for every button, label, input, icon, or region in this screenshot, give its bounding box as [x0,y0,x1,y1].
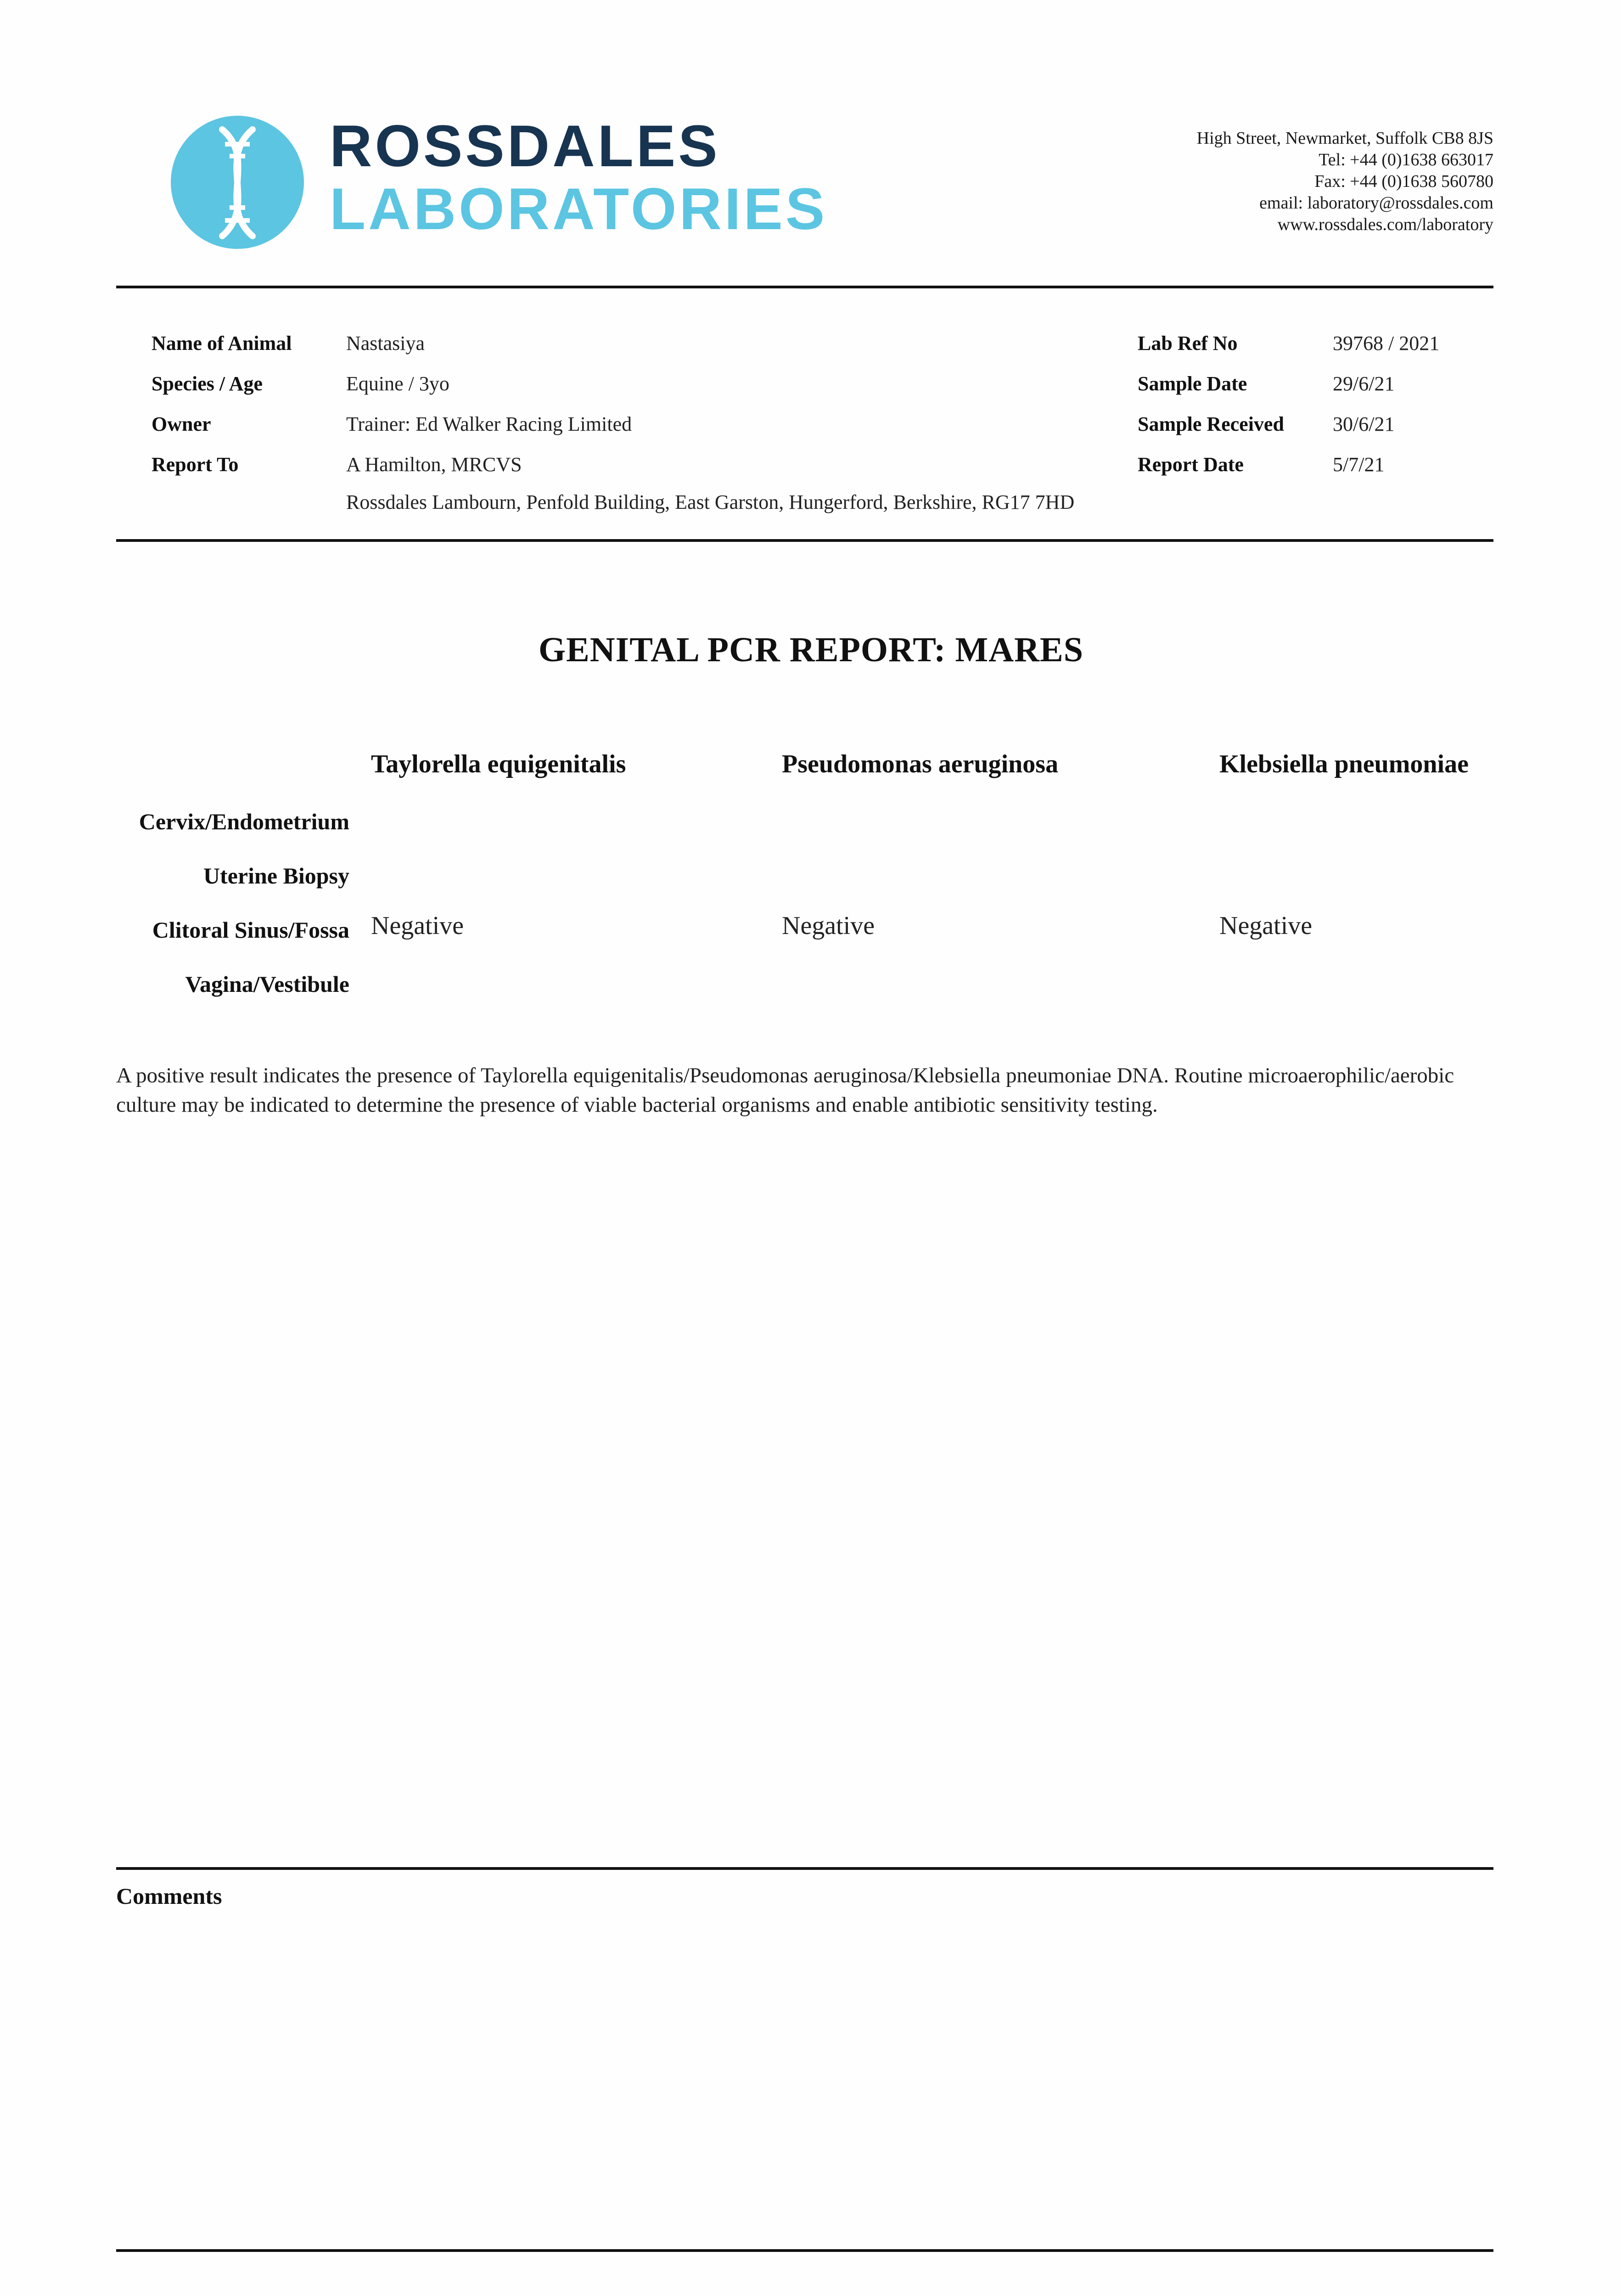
lab-fax: Fax: +44 (0)1638 560780 [1314,172,1493,191]
report-to-value: A Hamilton, MRCVS [346,453,522,476]
brand-name-line2: LABORATORIES [330,176,828,242]
result-clitoral-pseudomonas: Negative [782,912,875,940]
report-to-label: Report To [152,453,239,476]
owner-value: Trainer: Ed Walker Racing Limited [346,413,632,435]
report-date-value: 5/7/21 [1333,453,1385,476]
lab-ref-value: 39768 / 2021 [1333,332,1440,355]
sample-received-value: 30/6/21 [1333,413,1395,435]
lab-contact-block [1197,128,1493,236]
report-title: GENITAL PCR REPORT: MARES [538,630,1084,669]
species-age-value: Equine / 3yo [346,372,449,395]
info-divider [116,539,1493,542]
row-label-vagina-vestibule: Vagina/Vestibule [185,971,349,997]
report-date-label: Report Date [1138,453,1244,476]
lab-ref-label: Lab Ref No [1138,332,1238,355]
report-to-address: Rossdales Lambourn, Penfold Building, East Garston, Hungerford, Berkshire, RG17 7HD [346,491,1075,513]
row-label-clitoral-sinus-fossa: Clitoral Sinus/Fossa [152,917,349,943]
sample-date-value: 29/6/21 [1333,372,1395,395]
row-label-uterine-biopsy: Uterine Biopsy [203,863,349,889]
result-clitoral-taylorella: Negative [371,912,464,940]
lab-address: High Street, Newmarket, Suffolk CB8 8JS [1196,129,1493,148]
header-divider [116,286,1493,288]
lab-telephone: Tel: +44 (0)1638 663017 [1319,150,1493,169]
sample-received-label: Sample Received [1138,413,1284,435]
animal-name-value: Nastasiya [346,332,425,355]
column-header-taylorella: Taylorella equigenitalis [371,750,626,778]
column-header-klebsiella: Klebsiella pneumoniae [1219,750,1469,778]
comments-heading: Comments [116,1883,222,1909]
footer-divider [116,2249,1493,2252]
owner-label: Owner [152,413,211,435]
interpretation-note: A positive result indicates the presence of Taylorella equigenitalis/Pseudomonas aeruginosa/Klebsiella pneumoniae DNA. Routine microaerophilic/aerobic culture may be indicated to determine the presence of viable bacterial organisms and enable antibiotic sensitivity testing. [116,1064,1454,1117]
comments-divider [116,1867,1493,1870]
animal-name-label: Name of Animal [152,332,292,355]
species-age-label: Species / Age [152,372,263,395]
brand-name-line1: ROSSDALES [330,113,720,179]
dna-helix-icon [171,116,304,249]
column-header-pseudomonas: Pseudomonas aeruginosa [782,750,1059,778]
sample-date-label: Sample Date [1138,372,1247,395]
lab-website[interactable]: www.rossdales.com/laboratory [1277,215,1493,234]
lab-email[interactable]: email: laboratory@rossdales.com [1259,193,1493,213]
result-clitoral-klebsiella: Negative [1219,912,1313,940]
row-label-cervix-endometrium: Cervix/Endometrium [139,809,349,834]
